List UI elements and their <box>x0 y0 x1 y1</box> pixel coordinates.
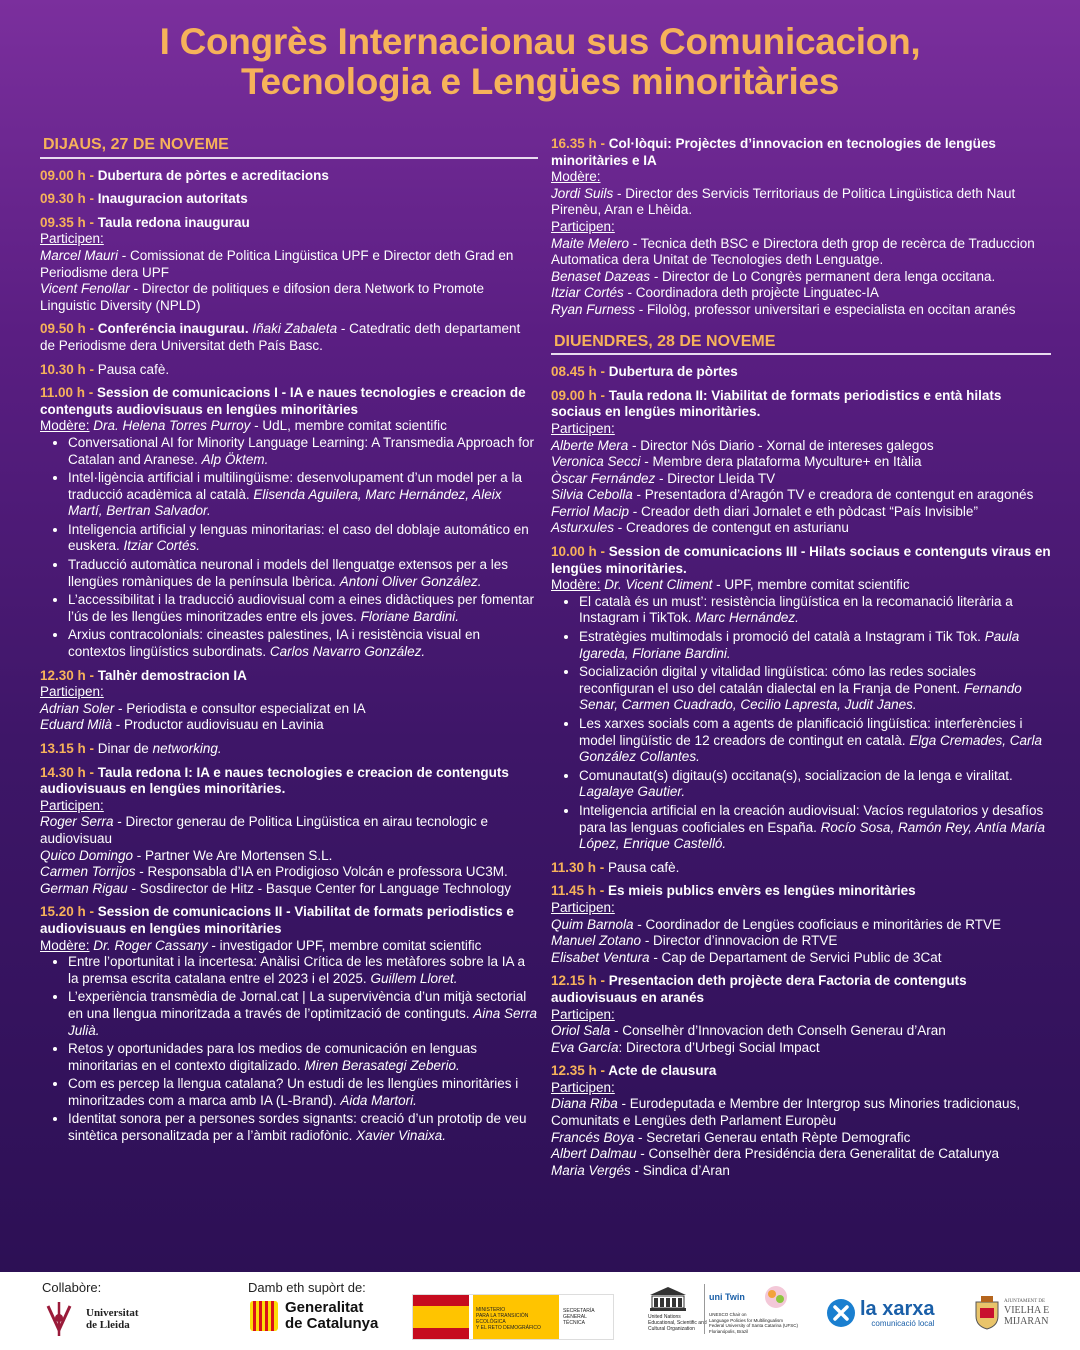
item-title: Taula redona inaugurau <box>97 214 250 230</box>
communication-item <box>68 989 538 1039</box>
section-label: Participen: <box>551 420 615 436</box>
participant-role: - Director d’innovacion de RTVE <box>641 933 838 949</box>
item-title: Talhèr demostracion IA <box>97 667 247 683</box>
udl-emblem-icon <box>40 1300 78 1338</box>
participant-line <box>40 717 538 734</box>
speaker-role: - Catedratic deth departament de Periodisme dera Universitat deth País Basc. <box>40 321 521 353</box>
participant-line <box>551 186 1051 219</box>
participant-name: Òscar Fernández <box>551 470 656 486</box>
program-item <box>40 168 538 185</box>
communication-item <box>68 435 538 468</box>
participant-line <box>551 302 1051 319</box>
item-heading <box>40 385 538 418</box>
page-title <box>0 22 1080 102</box>
communication-title: Inteligencia artificial y lenguas minoritarias: el caso del doblaje automático en euskera. <box>68 521 529 554</box>
communication-item <box>68 470 538 520</box>
communication-item <box>579 803 1051 853</box>
item-time: 09.00 h - <box>551 387 609 403</box>
ministry2-line-1: SECRETARÍA <box>563 1308 595 1314</box>
communication-title: Com es percep la llengua catalana? Un estudi de les llengües minoritàries i minoritzades com a marca amb IA (L-Brand). <box>68 1076 519 1108</box>
communication-authors: Elisenda Aguilera, Marc Hernández, Aleix Martí, Bertran Salvador. <box>68 486 502 519</box>
laxarxa-x-icon <box>826 1298 856 1328</box>
communication-authors: Antoni Oliver González. <box>339 573 482 589</box>
item-title: Session de comunicacions I - IA e naues tecnologies e creacion de contenguts audiovisuaus en lengües minoritàries <box>40 385 526 417</box>
item-time: 12.15 h - <box>551 973 609 989</box>
participant-line <box>551 504 1051 521</box>
item-title: Session de comunicacions II - Viabilitat de formats periodistics e audiovisuaus en lengües minoritàries <box>40 904 514 936</box>
unitwin-globe-icon <box>763 1284 789 1310</box>
support-label: Damb eth supòrt de: <box>248 1280 366 1295</box>
program-item <box>40 765 538 898</box>
participant-line <box>40 848 538 865</box>
participant-role: - Filològ, professor universitari e especialista en occitan aranés <box>635 301 1016 317</box>
senyera-icon <box>250 1301 278 1331</box>
participant-name: Eva García <box>551 1039 619 1055</box>
item-title: Conferéncia inaugurau <box>97 321 245 337</box>
item-text: Pausa cafè. <box>97 361 170 377</box>
communication-authors: Xavier Vinaixa. <box>356 1128 446 1144</box>
participant-name: Benaset Dazeas <box>551 268 651 284</box>
vielha-shield-icon <box>974 1296 1000 1330</box>
item-heading <box>551 1063 1051 1080</box>
section-label: Participen: <box>40 797 104 813</box>
communication-title: Conversational AI for Minority Language Learning: A Transmedia Approach for Catalan and Aranese. <box>68 434 535 467</box>
participant-name: Marcel Mauri <box>40 247 119 263</box>
item-title: Col·lòqui: Projèctes d’innovacion en tecnologies de lengües minoritàries e IA <box>551 136 996 168</box>
spain-flag-icon <box>413 1295 469 1339</box>
item-heading <box>40 191 538 208</box>
gencat-text-1: Generalitat <box>285 1299 364 1316</box>
moderator-label: Modère: <box>40 418 90 434</box>
participant-name: Albert Dalmau <box>551 1146 637 1162</box>
program-item <box>551 973 1051 1056</box>
vielha-logo <box>974 1296 1049 1330</box>
item-text-italic: networking. <box>152 741 222 756</box>
item-time: 10.00 h - <box>551 544 609 560</box>
communication-title: Comunautat(s) digitau(s) occitana(s), socializacion de la lenga e viralitat. <box>579 767 1013 783</box>
gencat-text-2: de Catalunya <box>285 1315 379 1332</box>
participant-name: Silvia Cebolla <box>551 487 633 503</box>
section-label: Participen: <box>40 684 104 700</box>
item-heading <box>40 215 538 232</box>
item-time: 15.20 h - <box>40 904 98 920</box>
participant-role: - Eurodeputada e Membre der Intergrop sus Minories tradicionaus, Comunitats e Lengües deth Parlament Europèu <box>551 1096 1021 1129</box>
communication-title: Arxius contracolonials: cineastes palestines, IA i resistència visual en contextos lingüístics subordinats. <box>68 627 480 660</box>
communication-title: Socialización digital y vitalidad lingüística: cómo las redes sociales reconfiguran el uso del catalán dialectal en la Franja de Ponent. <box>579 664 976 696</box>
unitwin-line-3: Federal University of Santa Catarina (UFSC) <box>709 1323 799 1328</box>
participant-role: - Director Nós Diario - Xornal de intereses galegos <box>628 437 934 453</box>
communication-title: L’accessibilitat i la traducció audiovisual com a eines didàctiques per fomentar l’ús de les llengües minoritzades entre els joves. <box>68 592 535 624</box>
participant-role: - Director de Lo Congrès permanent dera lenga occitana. <box>650 268 996 284</box>
participant-role: - Comissionat de Politica Lingüistica UPF e Director deth Grad en Periodisme dera UPF <box>40 247 514 280</box>
communication-authors: Rocío Sosa, Ramón Rey, Antía María López, Enrique Castelló. <box>579 819 1046 852</box>
udl-text-1: Universitat <box>86 1307 139 1319</box>
ministry-line-3: Y EL RETO DEMOGRÁFICO <box>476 1325 541 1331</box>
communication-item <box>579 594 1051 627</box>
communication-title: Retos y oportunidades para los medios de comunicación en lenguas minoritarias en el contexto digitalizado. <box>68 1041 478 1073</box>
item-heading <box>551 136 1051 169</box>
participant-role: - Director de politiques e difosion dera Network to Promote Linguistic Diversity (NPLD) <box>40 281 484 313</box>
item-title: Inauguracion autoritats <box>97 191 248 207</box>
item-heading <box>40 765 538 798</box>
ministry-line-1: MINISTERIO <box>476 1307 506 1313</box>
participant-role: - Director des Servicis Territoriaus de Politica Lingüistica deth Naut Pirenèu, Aran e Lhèida. <box>551 185 1016 218</box>
item-heading <box>551 883 1051 900</box>
vielha-line-3: MIJARAN <box>1004 1316 1049 1327</box>
participant-role: - Responsabla d’IA en Prodigioso Volcán e professora UC3M. <box>135 864 508 880</box>
moderator-label: Modère: <box>40 937 90 953</box>
participant-line <box>551 950 1051 967</box>
item-title: Taula redona I: IA e naues tecnologies e creacion de contenguts audiovisuaus en lengües minoritàries. <box>40 764 509 797</box>
program-item <box>551 1063 1051 1179</box>
item-title: Session de comunicacions III - Hilats sociaus e contenguts viraus en lengües minoritàries. <box>551 544 1051 576</box>
item-time: 11.30 h - <box>551 859 609 875</box>
participant-role: - Presentadora d’Aragón TV e creadora de contengut en aragonés <box>632 487 1034 503</box>
participant-name: Eduard Milà <box>40 717 113 733</box>
participant-line <box>551 285 1051 302</box>
participant-line <box>551 1130 1051 1147</box>
section-label: Participen: <box>551 1006 615 1022</box>
moderator-name: Dr. Roger Cassany <box>93 937 208 953</box>
udl-text-2: de Lleida <box>86 1319 130 1331</box>
communication-authors: Aida Martori. <box>340 1092 417 1108</box>
participant-name: Elisabet Ventura <box>551 949 650 965</box>
participant-line <box>551 933 1051 950</box>
participant-line <box>551 1023 1051 1040</box>
item-time: 08.45 h - <box>551 364 609 380</box>
communication-authors: Marc Hernández. <box>695 610 799 626</box>
participant-line <box>551 520 1051 537</box>
right-program <box>551 364 1051 1179</box>
moderator-line <box>40 418 538 435</box>
program-item <box>40 668 538 734</box>
communication-authors: Carlos Navarro González. <box>269 644 426 660</box>
communication-title: Identitat sonora per a persones sordes signants: creació d’un prototip de veu sintètica personalitzada per a l’àmbit radiofònic. <box>68 1111 527 1144</box>
communication-authors: Itziar Cortés. <box>123 538 201 554</box>
participant-line <box>551 438 1051 455</box>
item-time: 11.00 h - <box>40 385 98 401</box>
participant-name: Asturxules <box>551 520 615 536</box>
unitwin-logo <box>704 1284 798 1334</box>
item-time: 12.35 h - <box>551 1063 609 1079</box>
participant-line <box>551 1096 1051 1129</box>
communication-item <box>68 1076 538 1109</box>
item-title: Dubertura de pòrtes <box>608 364 738 380</box>
communication-title: Estratègies multimodals i promoció del català a Instagram i Tik Tok. <box>579 629 985 645</box>
participant-line <box>551 1163 1051 1180</box>
communication-list <box>68 954 538 1145</box>
program-item <box>551 860 1051 877</box>
speaker-name: Iñaki Zabaleta <box>252 321 338 337</box>
communication-authors: Miren Berasategi Zeberio. <box>304 1057 460 1073</box>
item-heading <box>40 741 538 758</box>
program-item <box>40 385 538 661</box>
program-item <box>551 544 1051 853</box>
left-column <box>40 136 538 1152</box>
participant-name: Itziar Cortés <box>551 285 624 301</box>
ministry2-line-3: TÉCNICA <box>563 1320 585 1326</box>
program-item <box>40 741 538 758</box>
item-heading <box>40 362 538 379</box>
moderator-role: - UdL, membre comitat scientific <box>250 418 447 434</box>
participant-line <box>40 248 538 281</box>
participant-line <box>40 701 538 718</box>
title-line-1: I Congrès Internacionau sus Comunicacion, <box>159 21 921 62</box>
unesco-line-1: United Nations <box>648 1314 681 1320</box>
item-time: 09.50 h - <box>40 321 98 337</box>
participant-line <box>551 1146 1051 1163</box>
participant-role: - Coordinador de Lengües cooficiaus e minoritàries de RTVE <box>633 916 1001 932</box>
program-item <box>40 362 538 379</box>
communication-title: Traducció automàtica neuronal i models del llenguatge extensos per a les llengües romàniques de la península Ibèrica. <box>68 557 509 589</box>
gencat-logo <box>250 1300 378 1332</box>
communication-item <box>68 1111 538 1144</box>
communication-item <box>579 716 1051 766</box>
moderator-role: - UPF, membre comitat scientific <box>712 577 910 593</box>
program-item <box>551 388 1051 537</box>
communication-item <box>68 954 538 987</box>
participant-line <box>40 864 538 881</box>
item-title: Taula redona II: Viabilitat de formats periodistics e entà hilats sociaus en lengües minoritàries. <box>551 387 1002 420</box>
participant-line <box>551 454 1051 471</box>
item-heading <box>40 668 538 685</box>
item-heading <box>551 860 1051 877</box>
communication-authors: Floriane Bardini. <box>360 608 459 624</box>
sponsors-footer <box>0 1272 1080 1350</box>
participant-name: Maite Melero <box>551 235 630 251</box>
participant-name: Veronica Secci <box>551 454 641 470</box>
participant-role: - Director Lleida TV <box>655 470 776 486</box>
participant-line <box>40 881 538 898</box>
item-heading <box>40 168 538 185</box>
item-text: Pausa cafè. <box>608 859 680 875</box>
participant-role: - Partner We Are Mortensen S.L. <box>133 847 333 863</box>
participant-line <box>551 236 1051 269</box>
participant-name: Carmen Torrijos <box>40 864 136 880</box>
ministry-logo <box>412 1294 614 1340</box>
communication-item <box>68 522 538 555</box>
item-text: Dinar de <box>97 741 153 756</box>
laxarxa-text: la xarxa <box>860 1297 935 1320</box>
section-label: Participen: <box>551 218 615 234</box>
participant-name: Alberte Mera <box>551 437 629 453</box>
unesco-line-3: Cultural Organization <box>648 1326 695 1332</box>
left-program <box>40 168 538 1145</box>
unitwin-text: uni Twin <box>709 1292 745 1302</box>
section-label: Modère: <box>551 169 601 185</box>
section-label: Participen: <box>40 231 104 247</box>
unesco-temple-icon <box>648 1286 688 1312</box>
item-time: 14.30 h - <box>40 764 98 780</box>
unitwin-line-4: Florianópolis, Brazil <box>709 1328 749 1334</box>
communication-authors: Guillem Lloret. <box>370 970 458 986</box>
ministry-line-2: PARA LA TRANSICIÓN ECOLÓGICA <box>476 1313 529 1325</box>
participant-name: Ferriol Macip <box>551 503 630 519</box>
day-heading-thursday: DIJAUS, 27 DE NOVEME <box>40 136 538 159</box>
item-time: 09.35 h - <box>40 214 98 230</box>
communication-item <box>68 627 538 660</box>
item-time: 16.35 h - <box>551 136 609 151</box>
participant-name: Diana Riba <box>551 1096 618 1112</box>
participant-name: Jordi Suils <box>551 185 614 201</box>
moderator-line <box>40 938 538 955</box>
participant-line <box>40 281 538 314</box>
participant-role: - Tecnica deth BSC e Directora deth grop de recèrca de Traduccion Automatica dera Unitat de Tecnologies deth Lenguatge. <box>551 235 1035 268</box>
participant-line <box>551 269 1051 286</box>
participant-name: Manuel Zotano <box>551 933 642 949</box>
participant-name: Quim Barnola <box>551 916 634 932</box>
unesco-logo <box>648 1286 707 1332</box>
communication-item <box>68 592 538 625</box>
unitwin-line-1: UNESCO Chair on <box>709 1312 747 1317</box>
item-title: Es mieis publics envèrs es lengües minoritàries <box>608 883 916 899</box>
program-item <box>40 215 538 315</box>
laxarxa-logo <box>826 1298 935 1328</box>
participant-name: Oriol Sala <box>551 1023 611 1039</box>
vielha-line-2: VIELHA E <box>1004 1305 1050 1316</box>
participant-role: - Creadores de contengut en asturianu <box>614 520 849 536</box>
participant-role: - Productor audiovisuau en Lavinia <box>112 717 324 733</box>
moderator-label: Modère: <box>551 577 601 593</box>
program-item <box>40 904 538 1144</box>
laxarxa-sub: comunicació local <box>871 1318 935 1328</box>
communication-item <box>579 664 1051 714</box>
communication-item <box>68 557 538 590</box>
moderator-role: - investigador UPF, membre comitat scientific <box>207 937 482 953</box>
right-column <box>551 136 1051 1186</box>
item-time: 11.45 h - <box>551 883 609 899</box>
participant-name: Vicent Fenollar <box>40 281 130 297</box>
participant-name: Ryan Furness <box>551 301 636 317</box>
item-heading <box>551 544 1051 577</box>
program-item <box>551 136 1051 319</box>
ministry2-line-2: GENERAL <box>563 1314 587 1320</box>
item-heading <box>551 364 1051 381</box>
item-heading: 09.50 h - Conferéncia inaugurau. Iñaki Zabaleta - Catedratic deth departament de Periodisme dera Universitat deth País Basc. <box>40 321 521 353</box>
participant-role: - Coordinadora deth projècte Linguatec-IA <box>623 285 879 301</box>
communication-list <box>68 435 538 661</box>
item-time: 09.00 h - <box>40 167 98 183</box>
participant-role: - Sosdirector de Hitz - Basque Center for Language Technology <box>127 880 512 896</box>
participant-name: German Rigau <box>40 880 128 896</box>
communication-title: Entre l’oportunitat i la incertesa: Anàlisi Crítica de les metàfores sobre la IA a la premsa escrita catalana entre el 2023 i el 2025. <box>68 954 525 986</box>
program-item <box>551 364 1051 381</box>
participant-role: - Sindica d’Aran <box>630 1162 730 1178</box>
day-heading-friday: DIUENDRES, 28 DE NOVEME <box>551 333 1051 356</box>
unitwin-line-2: Language Policies for Multilingualism <box>709 1317 784 1323</box>
communication-authors: Lagalaye Gautier. <box>579 784 686 800</box>
communication-authors: Aina Serra Julià. <box>68 1005 538 1038</box>
communication-list <box>579 594 1051 853</box>
participant-line <box>551 1040 1051 1057</box>
item-time: 13.15 h - <box>40 741 98 756</box>
moderator-name: Dra. Helena Torres Purroy <box>93 418 251 434</box>
item-time: 09.30 h - <box>40 191 98 207</box>
item-heading <box>40 904 538 937</box>
item-time: 10.30 h - <box>40 361 98 377</box>
communication-title: Inteligencia artificial en la creación audiovisual: Vacíos regulatorios y desafíos para las lenguas cooficiales en España. <box>579 802 1044 835</box>
participant-line <box>551 471 1051 488</box>
communication-authors: Alp Öktem. <box>201 451 269 467</box>
communication-item <box>579 768 1051 801</box>
participant-role: - Conselhèr d’Innovacion deth Conselh Generau d’Aran <box>610 1023 946 1039</box>
right-program-top <box>551 136 1051 319</box>
communication-item <box>579 629 1051 662</box>
moderator-name: Dr. Vicent Climent <box>604 577 713 593</box>
item-heading <box>551 388 1051 421</box>
program-item <box>40 191 538 208</box>
participant-name: Quico Domingo <box>40 847 134 863</box>
title-line-2: Tecnologia e Lengües minoritàries <box>241 61 839 102</box>
program-item <box>40 321 538 354</box>
communication-authors: Elga Cremades, Carla González Collantes. <box>579 732 1043 765</box>
participant-role: - Cap de Departament de Servici Public de 3Cat <box>649 949 942 965</box>
participant-line <box>551 917 1051 934</box>
participant-role: - Membre dera plataforma Myculture+ en Itàlia <box>640 454 922 470</box>
participant-role: - Conselhèr dera Presidéncia dera Generalitat de Catalunya <box>636 1146 1000 1162</box>
item-heading <box>551 973 1051 1006</box>
communication-title: L’experiència transmèdia de Jornal.cat | La supervivència d’un mitjà sectorial en una llengua minoritzada a través de l’optimització de continguts. <box>68 989 527 1021</box>
participant-role: - Secretari Generau entath Rèpte Demografic <box>634 1129 911 1145</box>
item-title: Acte de clausura <box>608 1063 717 1079</box>
participant-role: - Creador deth diari Jornalet e eth pòdcast “País Invisible” <box>629 503 978 519</box>
participant-role: - Periodista e consultor especializat en IA <box>114 700 366 716</box>
collab-label: Collabòre: <box>42 1280 102 1295</box>
udl-logo <box>40 1300 139 1338</box>
participant-name: Francés Boya <box>551 1129 635 1145</box>
item-title: Dubertura de pòrtes e acreditacions <box>97 167 329 183</box>
section-label: Participen: <box>551 899 615 915</box>
participant-line <box>551 487 1051 504</box>
item-time: 12.30 h - <box>40 667 98 683</box>
communication-title: Les xarxes socials com a agents de planificació lingüística: interferències i model lingüístic de 12 creadors de contingut en català. <box>579 716 1023 748</box>
item-title: Presentacion deth projècte dera Factoria de contenguts audiovisuaus en aranés <box>551 973 967 1005</box>
participant-name: Roger Serra <box>40 814 114 830</box>
communication-title: El català és un must’: resistència lingüística en la recomanació literària a Instagram i TikTok. <box>579 593 1013 626</box>
moderator-line <box>551 577 1051 594</box>
section-label: Participen: <box>551 1079 615 1095</box>
communication-item <box>68 1041 538 1074</box>
participant-role: : Directora d’Urbegi Social Impact <box>618 1039 820 1055</box>
participant-role: - Director generau de Politica Lingüistica en airau tecnologic e audiovisuau <box>40 814 489 846</box>
unesco-line-2: Educational, Scientific and <box>648 1320 707 1326</box>
participant-line <box>40 814 538 847</box>
participant-name: Maria Vergés <box>551 1162 631 1178</box>
communication-authors: Fernando Senar, Carmen Cuadrado, Cecilio Lapresta, Judit Janes. <box>579 680 1022 713</box>
communication-authors: Paula Igareda, Floriane Bardini. <box>579 629 1020 661</box>
communication-title: Intel·ligència artificial i multilingüisme: desenvolupament d’un model per a la traducció acadèmica al català. <box>68 470 522 502</box>
vielha-line-1: AJUNTAMENT DE <box>1004 1299 1046 1304</box>
program-item <box>551 883 1051 966</box>
participant-name: Adrian Soler <box>40 700 115 716</box>
